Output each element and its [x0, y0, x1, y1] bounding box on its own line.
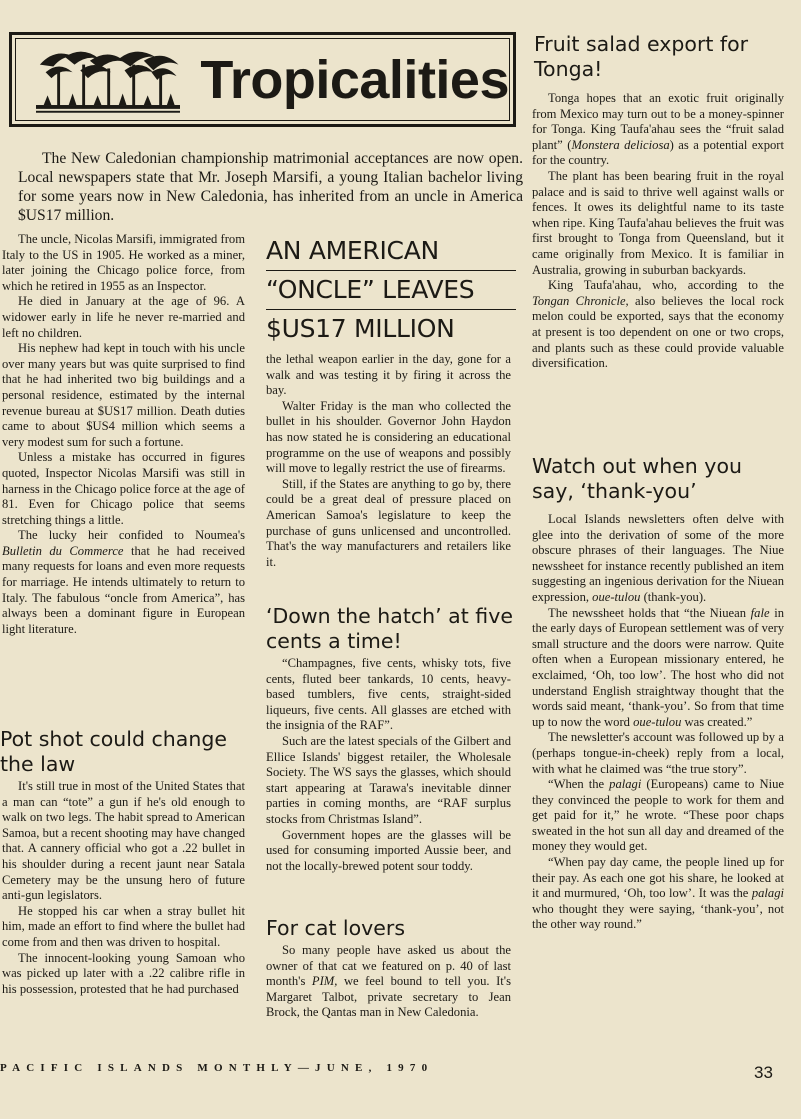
article-hatch — [266, 656, 511, 874]
fruit-heading: Fruit salad export for Tonga! — [534, 32, 749, 81]
marsifi-paragraph-5 — [2, 528, 245, 637]
potshot-continued-paragraph-2: Walter Friday is the man who collected the bullet in his shoulder. Governor John Haydon has now stated he is considering an educational programme on the use of weapons and possibly will move to legally restrict the use of firearms. — [266, 398, 511, 476]
hatch-paragraph-2: Such are the latest specials of the Gilbert and Ellice Islands' biggest retailer, the Wholesale Society. The WS says the glasses, which should start appearing at Tarawa's inevitable dinner parties in coming months, are “RAF surplus stocks from Christmas Island”. — [266, 733, 511, 826]
palm-trees-icon — [36, 42, 180, 118]
thankyou-text: “When the — [548, 777, 610, 792]
fruit-text: also believes the local rock melon could be exported, says that the economy at present is too dependent on one or two crops, and plants such as these could provide valuable diversification. — [532, 293, 784, 371]
fruit-text: Tonga hopes that an exotic fruit originally from Mexico may turn out to be a money-spinner for Tonga. King Taufa'ahau sees the “fruit salad plant” ( — [532, 91, 784, 152]
potshot-heading: Pot shot could change the law — [0, 727, 227, 776]
page-footer: PACIFIC ISLANDS MONTHLY—JUNE, 1970 — [0, 1062, 434, 1074]
thankyou-paragraph-1 — [532, 512, 784, 606]
marsifi-paragraph-2: He died in January at the age of 96. A widower early in life he never re-married and left no children. — [2, 294, 245, 340]
masthead-title: Tropicalities — [200, 49, 509, 110]
cat-text: So many people have asked us about the owner of that cat we featured on p. 40 of last month's — [266, 943, 511, 989]
thankyou-heading: Watch out when you say, ‘thank-you’ — [532, 454, 742, 503]
fruit-paragraph-3 — [532, 278, 784, 372]
fruit-paragraph-2: The plant has been bearing fruit in the royal palace and is said to thrive well against walls or fences. It owes its delightful name to its taste when ripe. King Taufa'ahau believes the fruit was first brought to Tonga from Queensland, but it came originally from Mexico. It is familiar in Australia, growing in suburban backyards. — [532, 168, 784, 277]
thankyou-text: “When pay day came, the people lined up for their pay. As each one got his share, he looked at it and murmured, ‘Oh, too low’. It was the — [532, 855, 784, 901]
thankyou-text: The newssheet holds that “the Niuean — [548, 605, 751, 620]
intro-paragraph: The New Caledonian championship matrimonial acceptances are now open. Local newspapers state that Mr. Joseph Marsifi, a young Italian bachelor living for some years now in New Caledonia, has inherited from an uncle in America $US17 million. — [18, 150, 523, 224]
niuean-word: oue-tulou — [592, 589, 641, 604]
article-fruit — [532, 91, 784, 372]
marsifi-text: The lucky heir confided to Noumea's — [18, 528, 245, 543]
headline-line: $US17 MILLION — [266, 314, 455, 343]
potshot-paragraph-3: The innocent-looking young Samoan who was picked up later with a .22 calibre rifle in his possession, protested that he had purchased — [2, 950, 245, 996]
article-thankyou — [532, 512, 784, 933]
thankyou-paragraph-2 — [532, 606, 784, 731]
marsifi-paragraph-3: His nephew had kept in touch with his uncle over many years but was quite surprised to find that he had inherited two big buildings and a personal residence, estimated by the internal revenue bureau at $US17 million. Death duties came to about $US4 million which seems a very modest sum for such a fortune. — [2, 341, 245, 449]
potshot-paragraph-2: He stopped his car when a stray bullet hit him, made an effort to find where the bullet had come from and then was driven to hospital. — [2, 903, 245, 949]
cat-paragraph-1 — [266, 943, 511, 1021]
potshot-continued-paragraph-1: the lethal weapon earlier in the day, gone for a walk and was testing it by firing it across the bay. — [266, 352, 511, 398]
potshot-continued-paragraph-3: Still, if the States are anything to go by, there could be a great deal of pressure placed on American Samoa's legislature to keep the purchase of guns unlicensed and uncontrolled. That's the way manufacturers and retailers like it. — [266, 476, 511, 569]
publication-name: PIM, — [311, 974, 338, 989]
thankyou-text: (thank-you). — [640, 589, 707, 604]
headline-line: AN AMERICAN — [266, 232, 516, 271]
article-potshot — [2, 779, 245, 997]
fruit-paragraph-1 — [532, 91, 784, 169]
potshot-paragraph-1: It's still true in most of the United States that a man can “tote” a gun if he's old enough to walk on two legs. The habit spread to American Samoa, but a recent shooting may have changed that. A cannery official who got a .22 bullet in his shoulder during a recent jaunt near Satala Cemetery may be the unsung hero of future anti-gun legislators. — [2, 779, 245, 903]
hatch-paragraph-3: Government hopes are the glasses will be used for consuming imported Aussie beer, and not the locally-brewed potent sour toddy. — [266, 827, 511, 873]
niuean-word: fale — [750, 605, 770, 620]
article-potshot-continued — [266, 352, 511, 570]
niuean-word: palagi — [751, 886, 784, 901]
botanical-name: Monstera deliciosa — [571, 137, 670, 152]
thankyou-paragraph-4 — [532, 777, 784, 855]
thankyou-text: (Europeans) came to Niue they convinced the people to work for them and get paid for it,” he wrote. “These poor chaps sweated in the hot sun all day and dreamed of the money they would get. — [532, 777, 784, 854]
publication-name: Bulletin du Commerce — [2, 543, 124, 558]
cat-heading: For cat lovers — [266, 916, 406, 940]
fruit-text: ) as a potential export for the country. — [532, 137, 784, 168]
marsifi-text: that he had received many requests for loans and even more requests for marriage. He intends ultimately to return to Italy. The fabulous “oncle from America”, has always been a dominant figure in European light literature. — [2, 543, 245, 636]
masthead-box — [9, 32, 516, 127]
marsifi-paragraph-1: The uncle, Nicolas Marsifi, immigrated from Italy to the US in 1905. He worked as a miner, later joining the Chicago police force, from which he retired in 1955 as an Inspector. — [2, 232, 245, 293]
niuean-word: oue-tulou — [633, 714, 682, 729]
thankyou-text: who thought they were saying, ‘thank-you’, not the other way round.” — [532, 901, 784, 932]
thankyou-text: was created.” — [681, 714, 753, 729]
page-number: 33 — [754, 1063, 773, 1082]
publication-name: Tongan Chronicle, — [532, 293, 629, 308]
hatch-paragraph-1: “Champagnes, five cents, whisky tots, five cents, fluted beer tankards, 10 cents, heavy-based tumblers, five cents, straight-sided liqueurs, five cents. All glasses are etched with the insignia of the RAF”. — [266, 656, 511, 733]
article-cat — [266, 943, 511, 1021]
thankyou-text: Local Islands newsletters often delve with glee into the derivation of some of the more obscure phrases of their languages. The Niue newssheet for instance recently published an item suggesting an ingenious derivation for the Niuean expression, — [532, 512, 784, 604]
cat-text: we feel bound to tell you. It's Margaret Talbot, private secretary to Jean Brock, the Qantas man in New Caledonia. — [266, 974, 511, 1020]
marsifi-paragraph-4: Unless a mistake has occurred in figures quoted, Inspector Nicolas Marsifi was still in harness in the Chicago police force at the age of 81. Even for Chicago police that seems stretching things a little. — [2, 450, 245, 527]
niuean-word: palagi — [609, 777, 642, 792]
thankyou-paragraph-3: The newsletter's account was followed up by a (perhaps tongue-in-cheek) reply from a local, with what he claimed was “the true story”. — [532, 730, 784, 776]
headline-line: “ONCLE” LEAVES — [266, 271, 516, 310]
thankyou-paragraph-5 — [532, 855, 784, 933]
thankyou-text: in the early days of European settlement was of very small structure and the doors were narrow. Quite often when a European missionary entered, he exclaimed, ‘Oh, too low’. The host who did not understand English straightway thought that the words said meant, ‘thank-you’. So from that time up to now the word — [532, 605, 784, 729]
headline-american-oncle — [266, 232, 516, 348]
article-marsifi — [2, 232, 245, 637]
masthead-inner — [15, 38, 510, 121]
fruit-text: King Taufa'ahau, who, according to the — [548, 278, 784, 293]
hatch-heading: ‘Down the hatch’ at five cents a time! — [266, 604, 513, 653]
